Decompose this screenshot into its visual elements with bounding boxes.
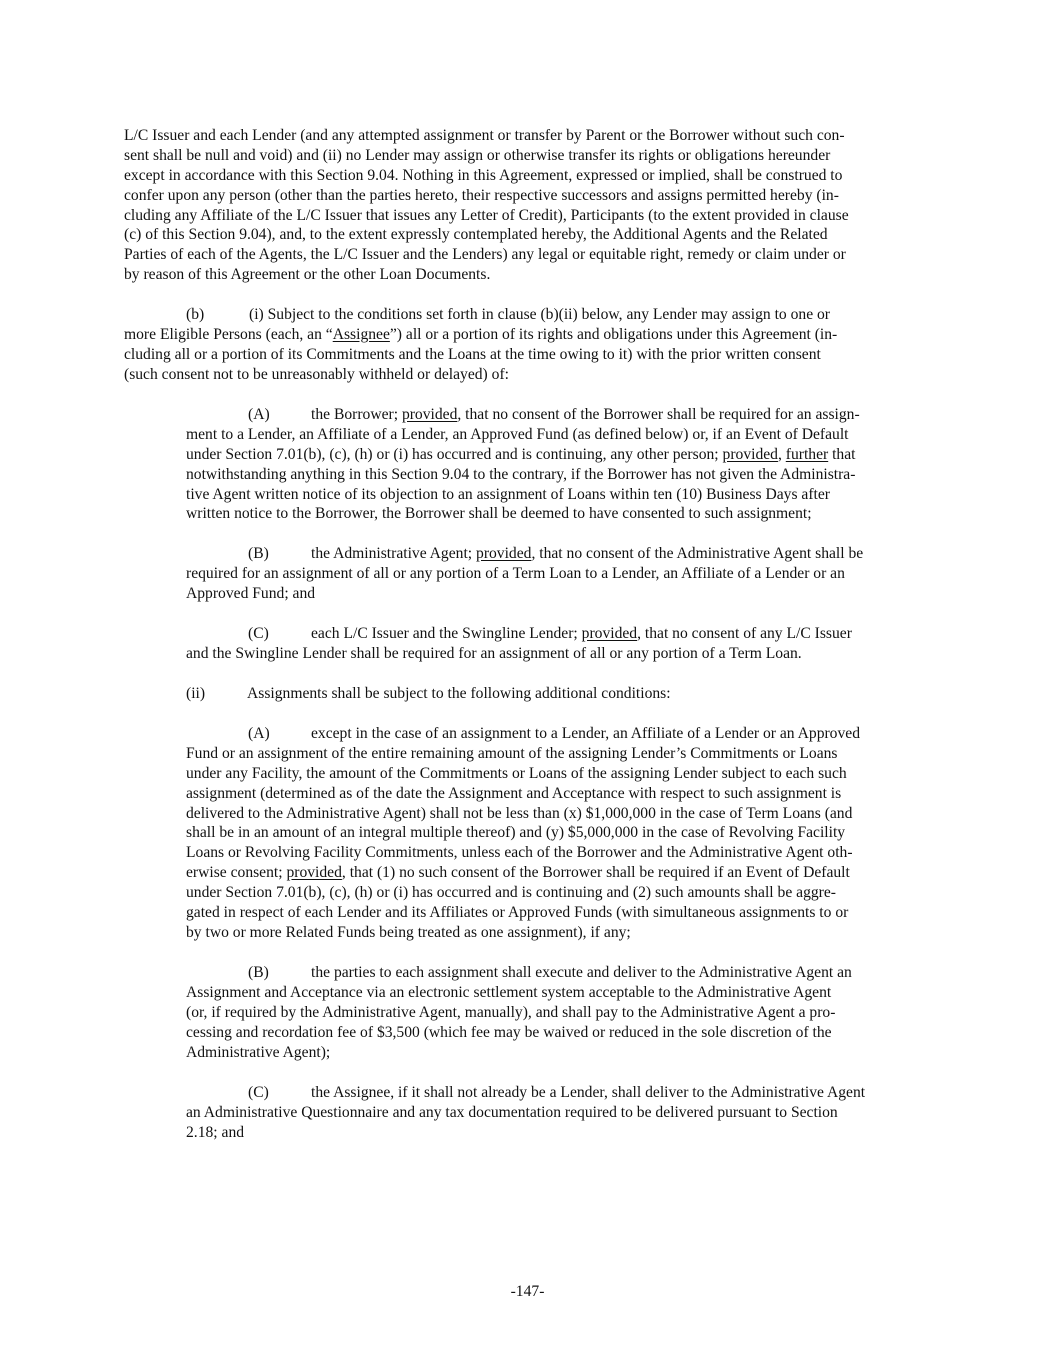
paragraph-continuation (124, 126, 849, 285)
text-line: shall be in an amount of an integral multiple thereof) and (y) $5,000,000 in the case of Revolving Facility (186, 824, 846, 842)
text-line: except in accordance with this Section 9.04. Nothing in this Agreement, expressed or implied, shall be construed to (124, 166, 843, 184)
text-line: gated in respect of each Lender and its Affiliates or Approved Funds (with simultaneous assignments to or (186, 904, 849, 922)
paragraph-b-C: (C) each L/C Issuer and the Swingline Lender; provided, that no consent of any L/C Issuer and the Swingline Lender shall be required for an assignment of all or any portion of a Term Loan. (186, 625, 852, 662)
text-line: delivered to the Administrative Agent) shall not be less than (x) $1,000,000 in the case of Term Loans (and (186, 804, 853, 822)
text-line: required for an assignment of all or any portion of a Term Loan to a Lender, an Affiliate of a Lender or an (186, 564, 845, 582)
clause-label: (A) (248, 725, 270, 742)
page-number: -147- (510, 1283, 545, 1300)
text-line: by reason of this Agreement or the other Loan Documents. (124, 266, 491, 284)
text-line: Assignment and Acceptance via an electronic settlement system acceptable to the Administrative Agent (186, 983, 832, 1001)
text-line: notwithstanding anything in this Section 9.04 to the contrary, if the Borrower has not given the Administra- (186, 465, 856, 483)
text-line: (such consent not to be unreasonably withheld or delayed) of: (124, 365, 509, 383)
clause-label: (B) (248, 545, 269, 562)
text-line: Loans or Revolving Facility Commitments, unless each of the Borrower and the Administrative Agent oth- (186, 844, 853, 862)
text-line: by two or more Related Funds being treated as one assignment), if any; (186, 923, 631, 941)
clause-label: (C) (248, 1084, 269, 1101)
text-line: cluding any Affiliate of the L/C Issuer that issues any Letter of Credit), Participants (to the extent provided in clause (124, 206, 849, 224)
paragraph-ii: (ii) Assignments shall be subject to the following additional conditions: (186, 685, 671, 702)
text-line: an Administrative Questionnaire and any tax documentation required to be delivered pursuant to Section (186, 1103, 838, 1121)
text-line: Parties of each of the Agents, the L/C Issuer and the Lenders) any legal or equitable right, remedy or claim under or (124, 246, 846, 264)
text-line: L/C Issuer and each Lender (and any attempted assignment or transfer by Parent or the Borrower without such con- (124, 127, 845, 144)
text-line: Fund or an assignment of the entire remaining amount of the assigning Lender’s Commitments or Loans (186, 744, 838, 762)
text-line: written notice to the Borrower, the Borrower shall be deemed to have consented to such assignment; (186, 505, 812, 523)
text-line: cessing and recordation fee of $3,500 (which fee may be waived or reduced in the sole discretion of the (186, 1023, 832, 1041)
clause-label: (C) (248, 625, 269, 642)
paragraph-ii-C: (C) the Assignee, if it shall not already be a Lender, shall deliver to the Administrative Agent an Administrative Questionnaire and any tax documentation required to be delivered pursuant to Section 2.18; and (186, 1084, 866, 1141)
text-line: ment to a Lender, an Affiliate of a Lender, an Approved Fund (as defined below) or, if an Event of Default (186, 425, 849, 443)
clause-label: (ii) (186, 685, 206, 702)
text-line: (c) of this Section 9.04), and, to the extent expressly contemplated hereby, the Additional Agents and the Related (124, 226, 828, 244)
defined-term: Assignee (332, 325, 390, 343)
text-line: and the Swingline Lender shall be required for an assignment of all or any portion of a Term Loan. (186, 644, 802, 662)
text-line: Administrative Agent); (186, 1043, 331, 1061)
text-line: cluding all or a portion of its Commitments and the Loans at the time owing to it) with the prior written consent (124, 345, 821, 363)
text-line: under Section 7.01(b), (c), (h) or (i) has occurred and is continuing and (2) such amounts shall be aggre- (186, 884, 836, 902)
text-line: tive Agent written notice of its objection to an assignment of Loans within ten (10) Business Days after (186, 485, 830, 503)
paragraph-b: (b) (i) Subject to the conditions set forth in clause (b)(ii) below, any Lender may assign to one or more Eligible Persons (each, an “Assignee”) all or a portion of its rights and obligations under this Agreement (in- cluding all or a portion of its Commitments and the Loans at the time owing to it) with the prior written consent (such consent not to be unreasonably withheld or delayed) of: (124, 306, 838, 383)
paragraph-ii-B: (B) the parties to each assignment shall execute and deliver to the Administrative Agent an Assignment and Acceptance via an electronic settlement system acceptable to the Administrative Agent (or, if required by the Administrative Agent, manually), and shall pay to the Administrative Agent a pro- cessing and recordation fee of $3,500 (which fee may be waived or reduced in the sole discretion of the Administrative Agent); (186, 964, 852, 1061)
text-line: under any Facility, the amount of the Commitments or Loans of the assigning Lender subject to each such (186, 764, 847, 782)
text-line: (or, if required by the Administrative Agent, manually), and shall pay to the Administrative Agent a pro- (186, 1003, 836, 1021)
clause-label: (A) (248, 406, 270, 423)
clause-label: (B) (248, 964, 269, 981)
text-line: confer upon any person (other than the parties hereto, their respective successors and assigns permitted hereby (in- (124, 186, 839, 204)
text-line: assignment (determined as of the date the Assignment and Acceptance with respect to such assignment is (186, 784, 842, 802)
text-line: sent shall be null and void) and (ii) no Lender may assign or otherwise transfer its rights or obligations hereunder (124, 146, 831, 164)
paragraph-b-B: (B) the Administrative Agent; provided, that no consent of the Administrative Agent shall be required for an assignment of all or any portion of a Term Loan to a Lender, an Affiliate of a Lender or an Approved Fund; and (186, 545, 864, 602)
clause-label: (b) (186, 306, 205, 323)
paragraph-b-A: (A) the Borrower; provided, that no consent of the Borrower shall be required for an assign- ment to a Lender, an Affiliate of a Lender, an Approved Fund (as defined below) or, if an Event of Default under Section 7.01(b), (c), (h) or (i) has occurred and is continuing, any other person; provided, further that notwithstanding anything in this Section 9.04 to the contrary, if the Borrower has not given the Administra- tive Agent written notice of its objection to an assignment of Loans within ten (10) Business Days after written notice to the Borrower, the Borrower shall be deemed to have consented to such assignment; (186, 406, 860, 523)
text-line: 2.18; and (186, 1123, 245, 1141)
text-line: Approved Fund; and (186, 584, 316, 602)
paragraph-ii-A: (A) except in the case of an assignment to a Lender, an Affiliate of a Lender or an Approved Fund or an assignment of the entire remaining amount of the assigning Lender’s Commitments or Loans under any Facility, the amount of the Commitments or Loans of the assigning Lender subject to each such assignment (determined as of the date the Assignment and Acceptance with respect to such assignment is delivered to the Administrative Agent) shall not be less than (x) $1,000,000 in the case of Term Loans (and shall be in an amount of an integral multiple thereof) and (y) $5,000,000 in the case of Revolving Facility Loans or Revolving Facility Commitments, unless each of the Borrower and the Administrative Agent oth- erwise consent; provided, that (1) no such consent of the Borrower shall be required if an Event of Default under Section 7.01(b), (c), (h) or (i) has occurred and is continuing and (2) such amounts shall be aggre- gated in respect of each Lender and its Affiliates or Approved Funds (with simultaneous assignments to or by two or more Related Funds being treated as one assignment), if any; (186, 725, 860, 941)
